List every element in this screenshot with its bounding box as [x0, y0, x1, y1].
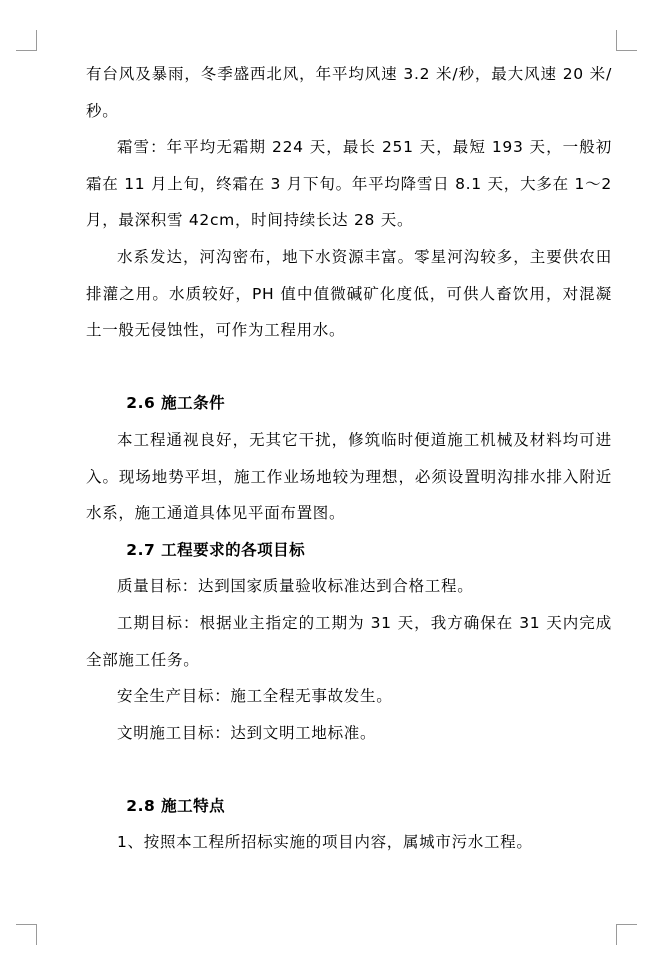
paragraph-civilized-target: 文明施工目标：达到文明工地标准。 — [117, 723, 377, 742]
paragraph-water-system: 水系发达，河沟密布，地下水资源丰富。零星河沟较多，主要供农田排灌之用。水质较好，PH 值中值微碱矿化度低，可供人畜饮用，对混凝土一般无侵蚀性，可作为工程用水。 — [86, 247, 612, 340]
paragraph-construction-conditions: 本工程通视良好，无其它干扰，修筑临时便道施工机械及材料均可进入。现场地势平坦，施工作业场地较为理想，必须设置明沟排水排入附近水系，施工通道具体见平面布置图。 — [86, 430, 612, 523]
blank-line — [86, 751, 612, 788]
heading-2-8: 2.8 施工特点 — [126, 796, 226, 815]
crop-mark-top-right — [616, 30, 637, 51]
crop-mark-bottom-right — [616, 924, 637, 945]
heading-2-7: 2.7 工程要求的各项目标 — [126, 540, 306, 559]
paragraph-frost-snow: 霜雪：年平均无霜期 224 天，最长 251 天，最短 193 天，一般初霜在 11 月上旬，终霜在 3 月下旬。年平均降雪日 8.1 天，大多在 1～2 月，最深积雪 42cm，时间持续长达 28 天。 — [86, 138, 612, 230]
heading-2-6: 2.6 施工条件 — [126, 394, 226, 413]
blank-line — [86, 349, 612, 386]
paragraph-quality-target: 质量目标：达到国家质量验收标准达到合格工程。 — [117, 577, 474, 596]
paragraph-safety-target: 安全生产目标：施工全程无事故发生。 — [117, 687, 393, 706]
crop-mark-top-left — [16, 30, 37, 51]
paragraph-schedule-target: 工期目标：根据业主指定的工期为 31 天，我方确保在 31 天内完成全部施工任务。 — [86, 613, 612, 669]
document-body — [86, 56, 612, 861]
paragraph-project-feature-1: 1、按照本工程所招标实施的项目内容，属城市污水工程。 — [117, 833, 533, 852]
paragraph-wind: 有台风及暴雨，冬季盛西北风，年平均风速 3.2 米/秒，最大风速 20 米/秒。 — [86, 65, 612, 120]
crop-mark-bottom-left — [16, 924, 37, 945]
